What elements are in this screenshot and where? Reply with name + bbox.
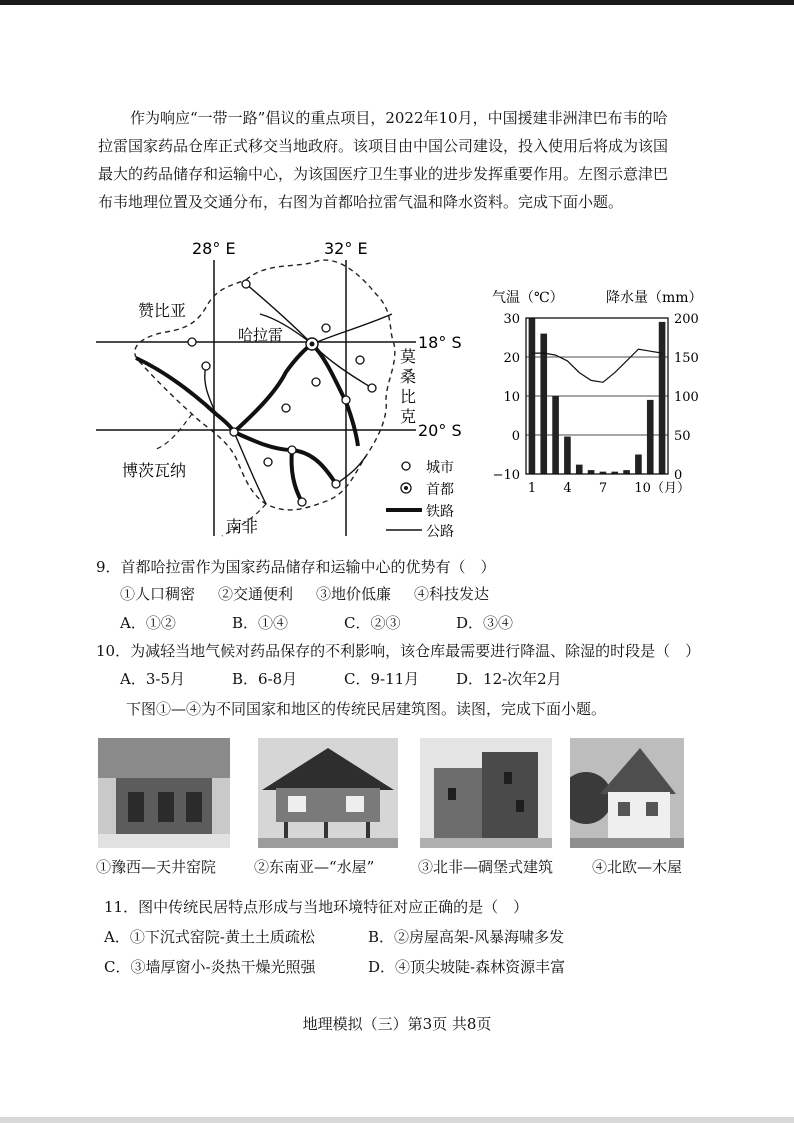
zimbabwe-map bbox=[96, 232, 476, 544]
lat-bottom-label: 20° S bbox=[418, 421, 462, 440]
roads bbox=[205, 284, 392, 504]
left-tick-label: 0 bbox=[511, 429, 520, 444]
q9-options bbox=[120, 612, 513, 633]
label-south-africa: 南非 bbox=[226, 517, 259, 536]
lon-left-label: 28° E bbox=[192, 239, 236, 258]
left-tick-label: −10 bbox=[492, 468, 520, 483]
houses-intro: 下图①—④为不同国家和地区的传统民居建筑图。读图，完成下面小题。 bbox=[126, 700, 607, 718]
q9-item: ③地价低廉 bbox=[316, 585, 392, 603]
q11-option-a[interactable]: A．①下沉式窑院-黄土土质疏松 bbox=[104, 928, 315, 946]
legend-railway: 铁路 bbox=[426, 504, 454, 520]
label-mozambique-2: 桑 bbox=[400, 367, 417, 386]
intro-line: 布韦地理位置及交通分布，右图为首都哈拉雷气温和降水资料。完成下面小题。 bbox=[98, 193, 624, 211]
left-tick-label: 20 bbox=[503, 351, 520, 366]
caption-3: ③北非—碉堡式建筑 bbox=[418, 858, 554, 876]
precip-bar bbox=[659, 322, 666, 474]
q10-option-a[interactable]: A．3-5月 bbox=[120, 670, 185, 688]
q9-option-b[interactable]: B．①④ bbox=[232, 614, 289, 632]
photo-wooden-house bbox=[570, 738, 684, 848]
q9-item: ④科技发达 bbox=[414, 585, 490, 603]
q11-option-d[interactable]: D．④顶尖坡陡-森林资源丰富 bbox=[368, 958, 566, 976]
precip-bar bbox=[540, 334, 547, 474]
city-markers bbox=[188, 280, 376, 506]
right-tick-label: 0 bbox=[674, 468, 683, 483]
q10-options bbox=[120, 668, 562, 689]
q10-option-b[interactable]: B．6-8月 bbox=[232, 670, 298, 688]
page-footer: 地理模拟（三）第3页 共8页 bbox=[302, 1015, 492, 1033]
caption-2: ②东南亚—“水屋” bbox=[254, 858, 375, 876]
x-tick-label: 1 bbox=[527, 481, 537, 496]
right-tick-label: 100 bbox=[674, 390, 699, 405]
lat-top-label: 18° S bbox=[418, 333, 462, 352]
precip-bar bbox=[576, 465, 583, 474]
left-tick-label: 30 bbox=[503, 312, 520, 327]
q9-stem: 9．首都哈拉雷作为国家药品储存和运输中心的优势有（ ） bbox=[96, 558, 496, 576]
precip-bar bbox=[635, 455, 642, 475]
q11-stem: 11．图中传统民居特点形成与当地环境特征对应正确的是（ ） bbox=[104, 898, 529, 916]
q9-option-a[interactable]: A．①② bbox=[120, 614, 176, 632]
bottom-edge bbox=[0, 1117, 794, 1123]
legend-road: 公路 bbox=[426, 524, 454, 540]
intro-line: 拉雷国家药品仓库正式移交当地政府。该项目由中国公司建设，投入使用后将成为该国 bbox=[98, 137, 669, 155]
label-botswana: 博茨瓦纳 bbox=[122, 461, 187, 480]
photo-fortress-building bbox=[420, 738, 552, 848]
precip-bar bbox=[564, 437, 571, 474]
legend-city: 城市 bbox=[426, 460, 454, 476]
q10-stem: 10．为减轻当地气候对药品保存的不利影响，该仓库最需要进行降温、除湿的时段是（ ） bbox=[96, 642, 701, 660]
q11-option-c[interactable]: C．③墙厚窗小-炎热干燥光照强 bbox=[104, 958, 316, 976]
caption-4: ④北欧—木屋 bbox=[592, 858, 683, 876]
precip-bar bbox=[529, 318, 536, 474]
lon-right-label: 32° E bbox=[324, 239, 368, 258]
q10-option-d[interactable]: D．12-次年2月 bbox=[456, 670, 562, 688]
caption-1: ①豫西—天井窑院 bbox=[96, 858, 217, 876]
photo-cave-courtyard bbox=[98, 738, 230, 848]
x-tick-label: 10（月） bbox=[634, 481, 690, 496]
intro-line: 最大的药品储存和运输中心，为该国医疗卫生事业的进步发挥重要作用。左图示意津巴 bbox=[98, 165, 669, 183]
q9-item: ①人口稠密 bbox=[120, 585, 196, 603]
right-tick-label: 150 bbox=[674, 351, 699, 366]
label-mozambique-4: 克 bbox=[400, 407, 417, 426]
right-tick-label: 200 bbox=[674, 312, 699, 327]
intro-line: 作为响应“一带一路”倡议的重点项目，2022年10月，中国援建非洲津巴布韦的哈 bbox=[130, 109, 668, 127]
precip-bar bbox=[647, 400, 654, 474]
label-zambia: 赞比亚 bbox=[138, 301, 187, 320]
legend-city-icon bbox=[402, 462, 410, 470]
ylabel-right: 降水量（mm） bbox=[606, 290, 703, 306]
capital-marker bbox=[306, 338, 318, 350]
q11-option-b[interactable]: B．②房屋高架-风暴海啸多发 bbox=[368, 928, 565, 946]
q9-option-d[interactable]: D．③④ bbox=[456, 614, 514, 632]
left-tick-label: 10 bbox=[503, 390, 520, 405]
q11-options-row1 bbox=[104, 926, 564, 947]
climate-chart bbox=[490, 284, 720, 500]
q9-option-c[interactable]: C．②③ bbox=[344, 614, 401, 632]
q9-item: ②交通便利 bbox=[218, 585, 294, 603]
q9-items bbox=[120, 583, 489, 604]
botswana-border bbox=[154, 414, 192, 450]
photo-water-house bbox=[258, 738, 398, 848]
top-border bbox=[0, 0, 794, 5]
temperature-line bbox=[532, 349, 662, 382]
intro-paragraph bbox=[98, 104, 718, 216]
precip-bar bbox=[552, 396, 559, 474]
label-mozambique-1: 莫 bbox=[400, 347, 417, 366]
map-legend bbox=[386, 460, 454, 540]
legend-capital: 首都 bbox=[426, 482, 454, 498]
label-mozambique-3: 比 bbox=[400, 387, 417, 406]
q10-option-c[interactable]: C．9-11月 bbox=[344, 670, 420, 688]
label-harare: 哈拉雷 bbox=[238, 326, 284, 344]
x-tick-label: 4 bbox=[563, 481, 572, 496]
q11-options-row2 bbox=[104, 956, 565, 977]
x-tick-label: 7 bbox=[598, 481, 608, 496]
ylabel-left: 气温（℃） bbox=[492, 290, 564, 306]
right-tick-label: 50 bbox=[674, 429, 691, 444]
